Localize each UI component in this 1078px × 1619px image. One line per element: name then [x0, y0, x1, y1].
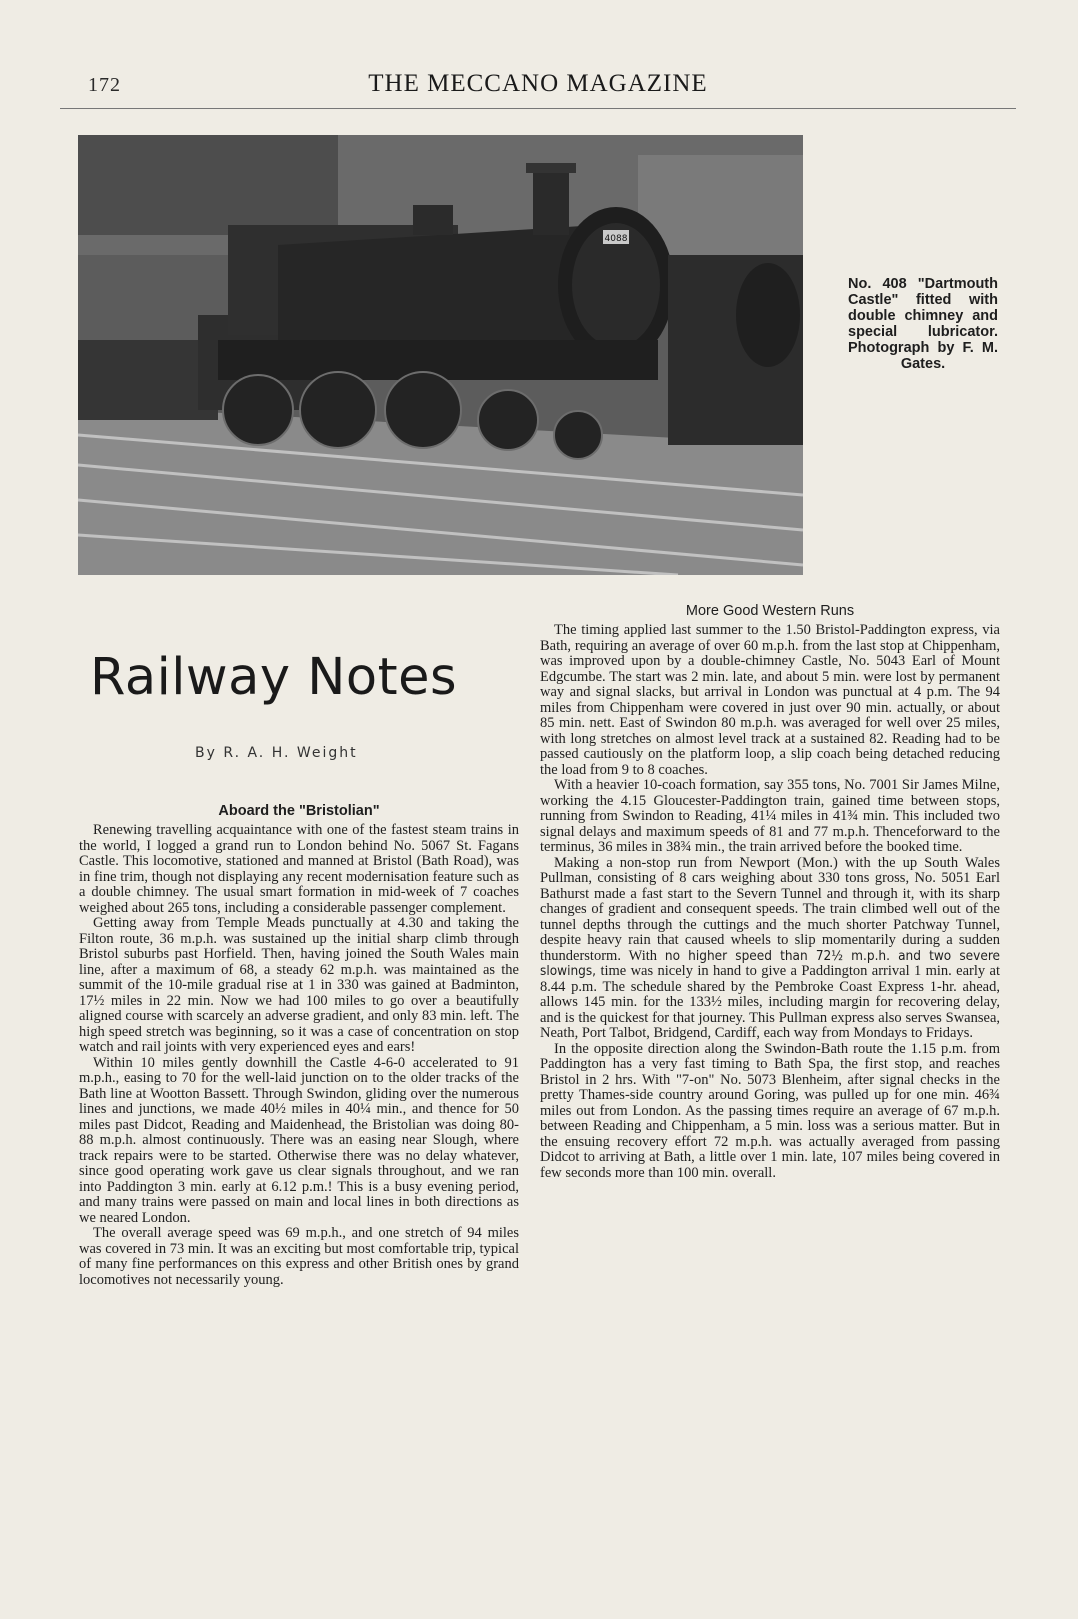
section-heading-western-runs: More Good Western Runs: [685, 603, 855, 619]
paragraph: With a heavier 10-coach formation, say 355 tons, No. 7001 Sir James Milne, working the 4.15 Gloucester-Paddington train, gained time between stops, running from Swindon to Reading, 41¼ miles in 41¾ min. This included two signal delays and maximum speeds of 81 and 77 m.p.h. Thenceforward to the terminus, 36 miles in 38¾ min., the train arrived before the booked time.: [540, 777, 1000, 855]
text-run: Making a non-stop run from Newport (Mon.) with the up South Wales Pullman, consisting of 8 cars weighing about 330 tons gross, No. 5051 Earl Bathurst made a fast start to the Severn Tunnel and through it, with its sharp changes of gradient and consequent speeds. The train climbed well out of the tunnel depths through the cuttings and the much shorter Patchway Tunnel, despite heavy rain that caused wheels to slip momentarily during a sudden thunderstorm. With: [540, 854, 1000, 964]
smokebox-number-plate: 4088: [604, 234, 628, 244]
page-header: [60, 68, 1016, 109]
article-title: Railway Notes: [90, 648, 458, 707]
locomotive-photo: [78, 135, 803, 575]
paragraph: The timing applied last summer to the 1.50 Bristol-Paddington express, via Bath, requiring an average of over 60 m.p.h. from the last stop at Chippenham, was improved upon by a double-chimney Castle, No. 5043 Earl of Mount Edgcumbe. The start was 2 min. late, and about 5 min. were lost by permanent way and signal slacks, but arrival in London was punctual at 4 p.m. The 94 miles from Chippenham were covered in just over 90 min. actually, or about 85 min. nett. East of Swindon 80 m.p.h. was averaged for well over 25 miles, with long stretches on almost level track at a sustained 82. Reading had to be passed cautiously on the platform loop, a slip coach being detached reducing the load from 9 to 8 coaches.: [540, 622, 1000, 778]
byline: By R. A. H. Weight: [195, 745, 358, 761]
text-run: time was nicely in hand to give a Paddington arrival 1 min. early at 8.44 p.m. The schedule shared by the Pembroke Coast Express 1-hr. ahead, allows 145 min. for the 133½ miles, including margin for recovering delay, and is the quickest for that journey. This Pullman express also serves Swansea, Neath, Port Talbot, Bridgend, Cardiff, each way from Mondays to Fridays.: [540, 963, 1001, 1041]
paragraph: In the opposite direction along the Swindon-Bath route the 1.15 p.m. from Paddington has a very fast timing to Bath Spa, the first stop, and reaches Bristol in 2 hrs. With "7-on" No. 5073 Blenheim, after signal checks in the pretty Thames-side country around Goring, was pulled up for one min. 46¾ miles out from London. As the passing times require an average of 67 m.p.h. between Reading and Chippenham, a 5 min. loss was a serious matter. But in the ensuing recovery effort 72 m.p.h. was actually averaged from passing Didcot to arriving at Bath, a little over 1 min. late, 107 miles being covered in few seconds more than 100 min. overall.: [540, 1040, 1000, 1181]
photo-caption: No. 408 "Dartmouth Castle" fitted with double chimney and special lubricator. Photograph by F. M. Gates.: [848, 276, 998, 372]
paragraph: Within 10 miles gently downhill the Castle 4-6-0 accelerated to 91 m.p.h., easing to 70 for the well-laid junction on to the older tracks of the Bath line at Wootton Bassett. Through Swindon, gliding over the numerous lines and junctions, we made 40½ miles in 40¼ min., and thence for 50 miles past Didcot, Reading and Maidenhead, the Bristolian was doing 80-88 m.p.h. almost continuously. There was an easing near Slough, where track repairs were to be started. Otherwise there was no delay whatever, since good operating work gave us clear signals throughout, and we ran into Paddington 3 min. early at 6.12 p.m.! This is a busy evening period, and many trains were passed on main and local lines in both directions as we neared London.: [79, 1054, 519, 1226]
paragraph: Renewing travelling acquaintance with one of the fastest steam trains in the world, I logged a grand run to London behind No. 5067 St. Fagans Castle. This locomotive, stationed and manned at Bristol (Bath Road), was in fine trim, though not displaying any recent modernisation feature such as a double chimney. The usual smart formation in mid-week of 7 coaches weighed about 265 tons, including a considerable passenger complement.: [79, 822, 519, 916]
paragraph: The overall average speed was 69 m.p.h., and one stretch of 94 miles was covered in 73 min. It was an exciting but most comfortable trip, typical of many fine performances on this express and other British ones by grand locomotives not necessarily young.: [79, 1225, 519, 1288]
right-column: [540, 603, 1000, 1181]
page-number: 172: [88, 74, 121, 96]
magazine-title: THE MECCANO MAGAZINE: [368, 70, 708, 97]
left-column: [79, 803, 519, 1288]
text-run: no higher speed than 72½ m.p.h. and two severe slowings,: [540, 947, 1000, 979]
section-heading-bristolian: Aboard the "Bristolian": [218, 803, 380, 819]
paragraph: Getting away from Temple Meads punctually at 4.30 and taking the Filton route, 36 m.p.h. was sustained up the initial sharp climb through Bristol suburbs past Horfield. Then, having joined the South Wales main line, after a maximum of 68, a steady 62 m.p.h. was maintained as the summit of the 10-mile gradual rise at 1 in 330 was gained at Badminton, 17½ miles in 22 min. Now we had 100 miles to go over a beautifully aligned course with scarcely an adverse gradient, and only 83 min. left. The high speed stretch was beginning, so it was a case of concentration on stop watch and rail joints with very experienced eyes and ears!: [79, 915, 519, 1055]
paragraph: [540, 856, 1000, 1042]
